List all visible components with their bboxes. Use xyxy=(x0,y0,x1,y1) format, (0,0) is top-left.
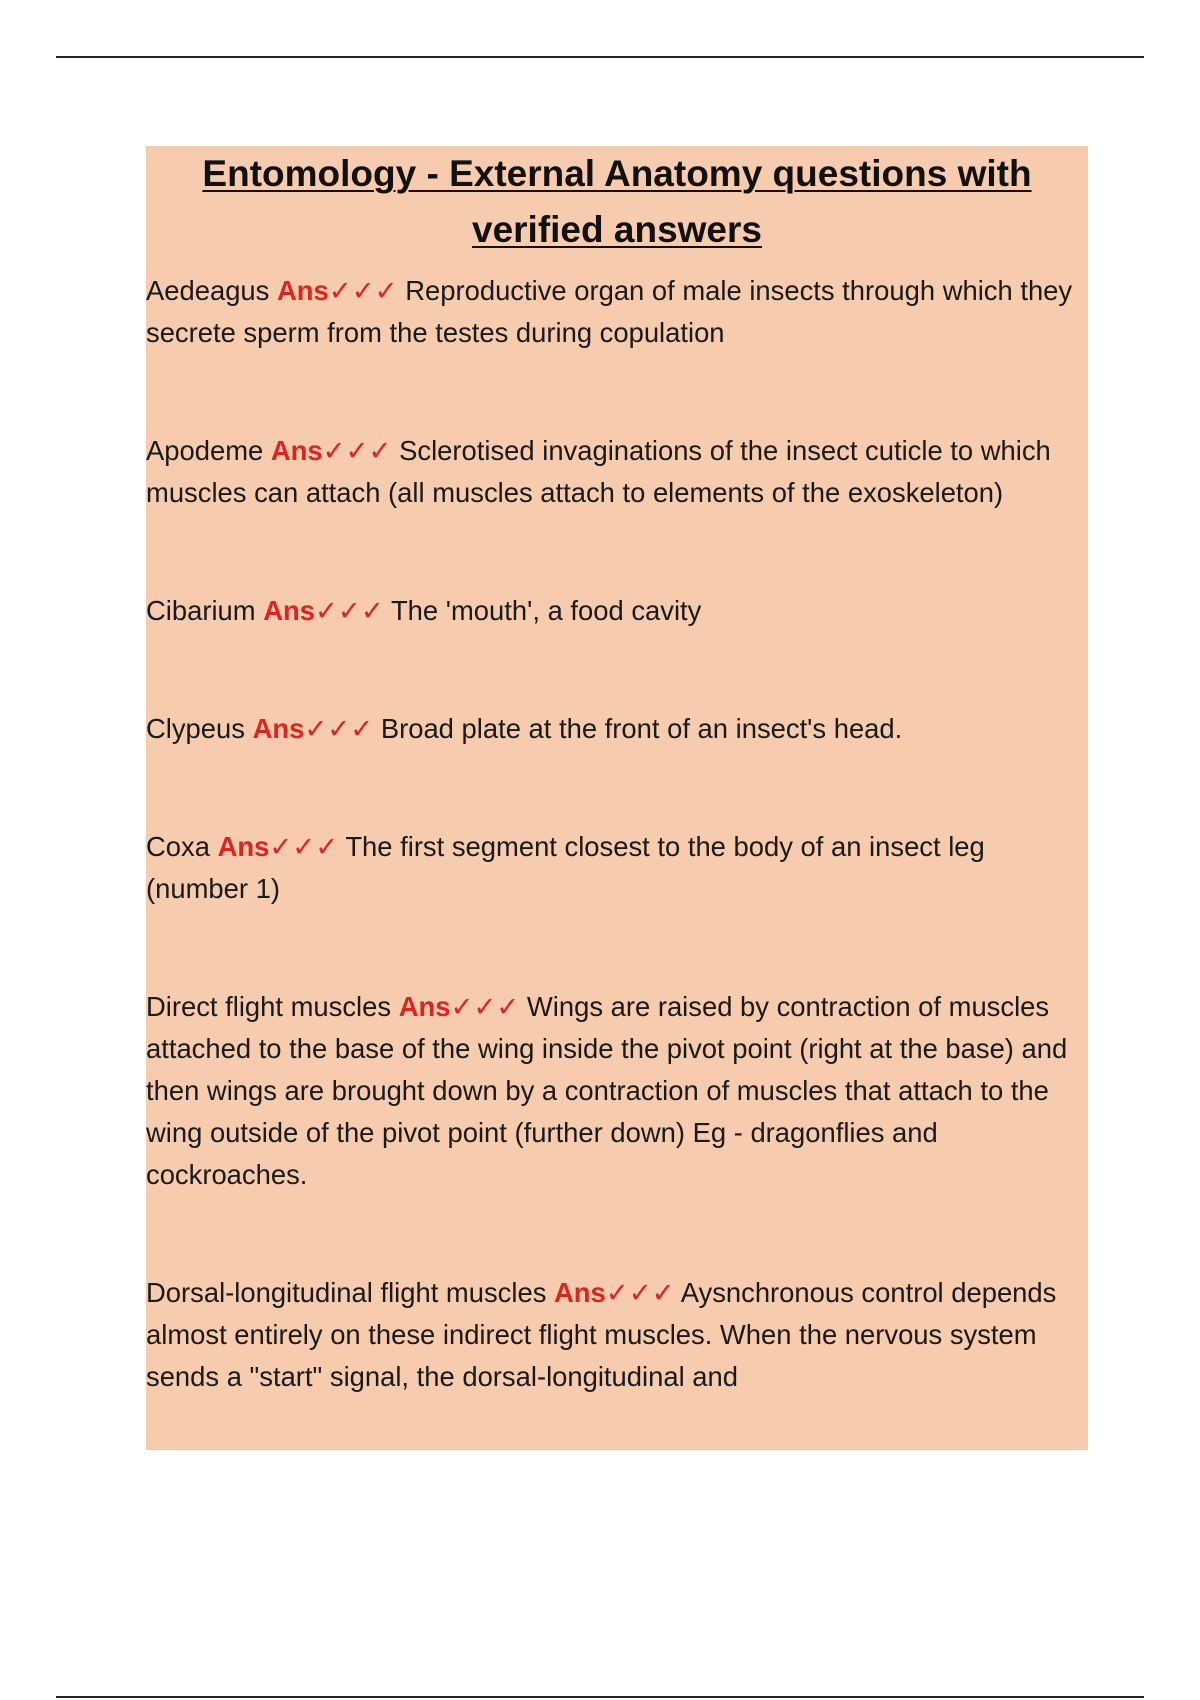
entry-term: Dorsal-longitudinal flight muscles xyxy=(146,1277,547,1308)
check-marks-icon: ✓✓✓ xyxy=(328,275,398,306)
entry-definition: Reproductive organ of male insects through which they secrete sperm from the testes during copulation xyxy=(146,275,1073,348)
page-title: Entomology - External Anatomy questions with verified answers xyxy=(202,153,1032,250)
entry-definition: Sclerotised invaginations of the insect cuticle to which muscles can attach (all muscles attach to elements of the exoskeleton) xyxy=(146,435,1051,508)
check-marks-icon: ✓✓✓ xyxy=(605,1277,675,1308)
answer-marker: Ans xyxy=(217,831,270,862)
answer-marker: Ans xyxy=(554,1277,606,1308)
answer-marker: Ans xyxy=(277,275,329,306)
footer-rule xyxy=(56,1696,1144,1698)
entry-direct-flight-muscles xyxy=(146,986,1088,1196)
entry-term: Coxa xyxy=(146,831,210,862)
answer-marker: Ans xyxy=(263,595,315,626)
entry-term: Cibarium xyxy=(146,595,256,626)
check-marks-icon: ✓✓✓ xyxy=(314,595,384,626)
entry-term: Clypeus xyxy=(146,713,245,744)
answer-marker: Ans xyxy=(270,435,323,466)
entry-definition: Aysnchronous control depends almost entirely on these indirect flight muscles. When the nervous system sends a "start" signal, the dorsal-longitudinal and xyxy=(146,1277,1057,1392)
entry-term: Direct flight muscles xyxy=(146,991,392,1022)
entry-aedeagus xyxy=(146,270,1088,354)
check-marks-icon: ✓✓✓ xyxy=(322,435,392,466)
entry-list xyxy=(146,270,1088,1398)
entry-dorsal-longitudinal-flight-muscles xyxy=(146,1272,1088,1398)
content-panel xyxy=(146,146,1088,1450)
entry-cibarium xyxy=(146,590,1088,632)
header-rule xyxy=(56,56,1144,58)
answer-marker: Ans xyxy=(398,991,451,1022)
entry-definition: The 'mouth', a food cavity xyxy=(390,595,702,626)
entry-term: Apodeme xyxy=(146,435,264,466)
entry-apodeme xyxy=(146,430,1088,514)
entry-coxa xyxy=(146,826,1088,910)
check-marks-icon: ✓✓✓ xyxy=(269,831,339,862)
entry-definition: Broad plate at the front of an insect's head. xyxy=(380,713,903,744)
answer-marker: Ans xyxy=(252,713,305,744)
entry-clypeus xyxy=(146,708,1088,750)
check-marks-icon: ✓✓✓ xyxy=(450,991,520,1022)
check-marks-icon: ✓✓✓ xyxy=(304,713,374,744)
entry-definition: Wings are raised by contraction of muscles attached to the base of the wing inside the pivot point (right at the base) and then wings are brought down by a contraction of muscles that attach to the wing outside of the pivot point (further down) Eg - dragonflies and cockroaches. xyxy=(146,991,1068,1190)
entry-term: Aedeagus xyxy=(146,275,270,306)
entry-definition: The first segment closest to the body of an insect leg (number 1) xyxy=(146,831,985,904)
